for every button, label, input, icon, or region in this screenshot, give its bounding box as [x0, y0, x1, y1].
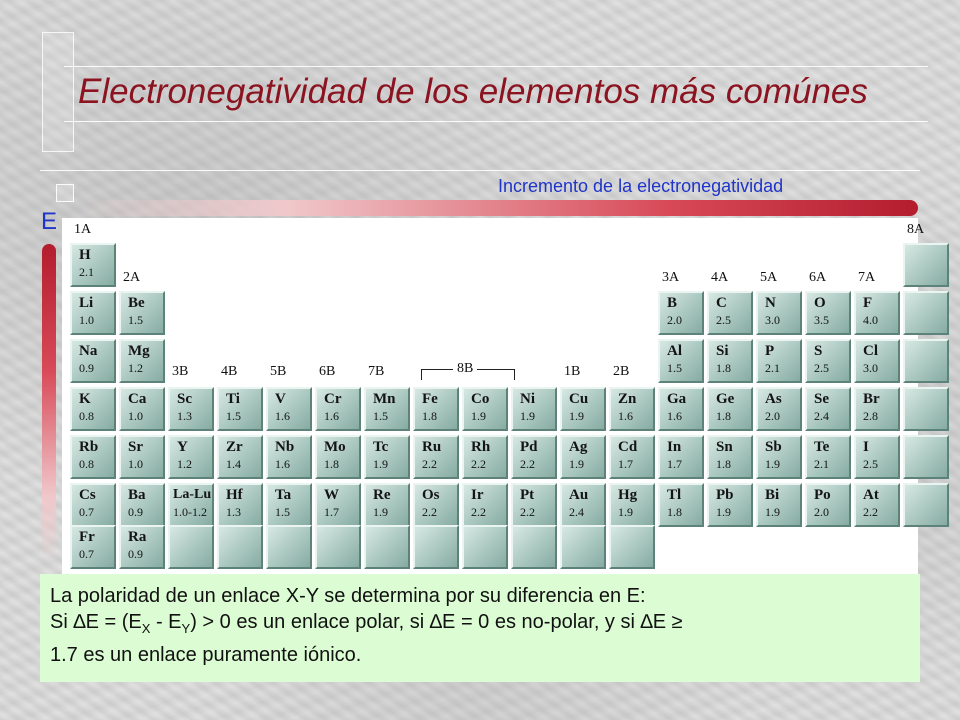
element-electronegativity: 0.9	[79, 361, 94, 375]
element-cell-at	[854, 483, 900, 527]
element-cell-os	[413, 483, 459, 527]
element-symbol: Li	[79, 295, 94, 311]
element-electronegativity: 1.7	[324, 505, 339, 519]
element-cell-ge	[707, 387, 753, 431]
element-symbol: Hg	[618, 487, 638, 503]
element-electronegativity: 1.3	[177, 409, 192, 423]
element-symbol: Zr	[226, 439, 243, 455]
element-electronegativity: 1.9	[373, 457, 388, 471]
element-electronegativity: 1.5	[373, 409, 388, 423]
element-symbol: Rb	[79, 439, 99, 455]
horizontal-gradient-arrow	[76, 200, 918, 216]
element-cell-empty	[511, 525, 557, 569]
delta-symbol: ∆	[429, 611, 443, 633]
element-cell-tl	[658, 483, 704, 527]
element-symbol: K	[79, 391, 91, 407]
element-electronegativity: 3.0	[863, 361, 878, 375]
subscript-x: X	[141, 621, 151, 636]
element-cell-empty	[560, 525, 606, 569]
element-symbol: Pb	[716, 487, 734, 503]
element-cell-hf	[217, 483, 263, 527]
element-cell-empty	[168, 525, 214, 569]
element-cell-o	[805, 291, 851, 335]
element-electronegativity: 1.7	[618, 457, 633, 471]
element-cell-p	[756, 339, 802, 383]
element-cell-bi	[756, 483, 802, 527]
element-cell-te	[805, 435, 851, 479]
element-cell-sc	[168, 387, 214, 431]
element-electronegativity: 1.9	[765, 457, 780, 471]
notes-line-3: 1.7 es un enlace puramente iónico.	[50, 644, 362, 666]
element-cell-se	[805, 387, 851, 431]
element-cell-mg	[119, 339, 165, 383]
element-cell-po	[805, 483, 851, 527]
element-cell-pt	[511, 483, 557, 527]
element-symbol: Fr	[79, 529, 95, 545]
electronegativity-axis-letter: E	[41, 208, 58, 235]
element-symbol: Ra	[128, 529, 147, 545]
element-electronegativity: 2.2	[863, 505, 878, 519]
element-symbol: Cu	[569, 391, 589, 407]
element-symbol: Pt	[520, 487, 535, 503]
element-electronegativity: 2.8	[863, 409, 878, 423]
element-electronegativity: 1.9	[471, 409, 486, 423]
element-electronegativity: 4.0	[863, 313, 878, 327]
element-symbol: Po	[814, 487, 831, 503]
element-symbol: Bi	[765, 487, 780, 503]
element-cell-empty	[903, 291, 949, 335]
element-symbol: V	[275, 391, 286, 407]
element-symbol: Cs	[79, 487, 96, 503]
element-cell-pb	[707, 483, 753, 527]
element-symbol: Cr	[324, 391, 342, 407]
element-electronegativity: 2.2	[422, 505, 437, 519]
element-cell-h	[70, 243, 116, 287]
element-electronegativity: 1.8	[716, 409, 731, 423]
element-cell-fe	[413, 387, 459, 431]
element-electronegativity: 2.0	[814, 505, 829, 519]
element-symbol: Mn	[373, 391, 396, 407]
element-symbol: Sr	[128, 439, 143, 455]
element-symbol: Al	[667, 343, 682, 359]
element-cell-ag	[560, 435, 606, 479]
element-symbol: C	[716, 295, 727, 311]
element-electronegativity: 1.6	[667, 409, 682, 423]
element-symbol: O	[814, 295, 826, 311]
group-label: 1A	[74, 222, 92, 237]
element-electronegativity: 1.9	[520, 409, 535, 423]
element-cell-empty	[217, 525, 263, 569]
element-cell-empty	[903, 243, 949, 287]
element-electronegativity: 0.9	[128, 547, 143, 561]
element-cell-i	[854, 435, 900, 479]
element-cell-ga	[658, 387, 704, 431]
panel-divider	[40, 170, 920, 171]
element-symbol: Te	[814, 439, 830, 455]
element-symbol: Mg	[128, 343, 150, 359]
element-symbol: Cl	[863, 343, 878, 359]
element-electronegativity: 1.0-1.2	[173, 505, 207, 519]
element-cell-empty	[413, 525, 459, 569]
element-electronegativity: 2.4	[569, 505, 584, 519]
element-cell-sn	[707, 435, 753, 479]
element-electronegativity: 1.5	[275, 505, 290, 519]
element-electronegativity: 1.2	[177, 457, 192, 471]
element-electronegativity: 1.5	[128, 313, 143, 327]
element-symbol: I	[863, 439, 869, 455]
element-cell-co	[462, 387, 508, 431]
element-electronegativity: 1.9	[569, 457, 584, 471]
decorative-square	[56, 184, 74, 202]
element-electronegativity: 2.2	[520, 505, 535, 519]
element-electronegativity: 2.2	[471, 505, 486, 519]
element-electronegativity: 2.2	[422, 457, 437, 471]
element-symbol: Os	[422, 487, 440, 503]
element-electronegativity: 2.4	[814, 409, 829, 423]
element-cell-c	[707, 291, 753, 335]
element-symbol: Ga	[667, 391, 687, 407]
element-electronegativity: 1.9	[765, 505, 780, 519]
element-electronegativity: 1.8	[324, 457, 339, 471]
element-cell-be	[119, 291, 165, 335]
element-electronegativity: 2.5	[863, 457, 878, 471]
element-electronegativity: 1.3	[226, 505, 241, 519]
element-electronegativity: 1.4	[226, 457, 241, 471]
group-label: 7A	[858, 270, 876, 285]
element-cell-rb	[70, 435, 116, 479]
element-symbol: Co	[471, 391, 490, 407]
element-electronegativity: 1.9	[569, 409, 584, 423]
element-symbol: S	[814, 343, 823, 359]
element-cell-re	[364, 483, 410, 527]
element-electronegativity: 1.6	[324, 409, 339, 423]
element-cell-empty	[903, 387, 949, 431]
element-cell-la-lu	[168, 483, 214, 527]
element-electronegativity: 2.1	[79, 265, 94, 279]
element-electronegativity: 1.5	[226, 409, 241, 423]
element-symbol: Be	[128, 295, 145, 311]
element-symbol: F	[863, 295, 873, 311]
element-cell-k	[70, 387, 116, 431]
element-cell-mo	[315, 435, 361, 479]
element-cell-mn	[364, 387, 410, 431]
element-cell-w	[315, 483, 361, 527]
element-symbol: Nb	[275, 439, 295, 455]
element-cell-empty	[364, 525, 410, 569]
element-symbol: Na	[79, 343, 98, 359]
element-cell-au	[560, 483, 606, 527]
element-symbol: Hf	[226, 487, 243, 503]
element-symbol: H	[79, 247, 91, 263]
element-electronegativity: 0.7	[79, 505, 94, 519]
element-symbol: Rh	[471, 439, 491, 455]
group-label: 2B	[613, 364, 630, 379]
element-symbol: Zn	[618, 391, 637, 407]
element-cell-empty	[609, 525, 655, 569]
element-cell-al	[658, 339, 704, 383]
element-electronegativity: 1.8	[422, 409, 437, 423]
element-electronegativity: 1.9	[373, 505, 388, 519]
element-electronegativity: 0.7	[79, 547, 94, 561]
element-cell-si	[707, 339, 753, 383]
element-electronegativity: 1.0	[128, 457, 143, 471]
element-cell-cu	[560, 387, 606, 431]
element-electronegativity: 0.9	[128, 505, 143, 519]
element-cell-nb	[266, 435, 312, 479]
element-electronegativity: 2.2	[520, 457, 535, 471]
element-cell-empty	[903, 483, 949, 527]
element-cell-b	[658, 291, 704, 335]
element-electronegativity: 1.9	[618, 505, 633, 519]
element-symbol: Ca	[128, 391, 147, 407]
element-cell-zn	[609, 387, 655, 431]
element-symbol: Re	[373, 487, 391, 503]
group-label: 2A	[123, 270, 141, 285]
element-symbol: Sn	[716, 439, 733, 455]
group-label: 3B	[172, 364, 189, 379]
element-symbol: Si	[716, 343, 729, 359]
element-cell-cr	[315, 387, 361, 431]
notes-box	[40, 574, 920, 682]
element-cell-ru	[413, 435, 459, 479]
element-cell-empty	[462, 525, 508, 569]
element-symbol: Ge	[716, 391, 735, 407]
element-cell-sb	[756, 435, 802, 479]
element-electronegativity: 1.6	[275, 457, 290, 471]
notes-line-1: La polaridad de un enlace X-Y se determina por su diferencia en E:	[50, 585, 646, 607]
element-cell-cl	[854, 339, 900, 383]
element-electronegativity: 2.1	[765, 361, 780, 375]
element-cell-ra	[119, 525, 165, 569]
group-label: 8A	[907, 222, 925, 237]
group-label: 5A	[760, 270, 778, 285]
element-electronegativity: 2.0	[765, 409, 780, 423]
element-symbol: As	[765, 391, 782, 407]
element-electronegativity: 1.6	[275, 409, 290, 423]
element-cell-in	[658, 435, 704, 479]
vertical-gradient-arrow	[42, 244, 56, 560]
element-electronegativity: 2.2	[471, 457, 486, 471]
element-cell-empty	[903, 435, 949, 479]
element-symbol: Ir	[471, 487, 484, 503]
element-symbol: In	[667, 439, 682, 455]
geq-symbol: ≥	[671, 611, 683, 633]
group-8b-label: 8B	[453, 361, 477, 377]
element-electronegativity: 1.2	[128, 361, 143, 375]
element-cell-as	[756, 387, 802, 431]
element-symbol: Ta	[275, 487, 292, 503]
element-symbol: Y	[177, 439, 188, 455]
element-electronegativity: 1.0	[128, 409, 143, 423]
group-label: 1B	[564, 364, 581, 379]
element-cell-f	[854, 291, 900, 335]
element-symbol: Pd	[520, 439, 538, 455]
element-symbol: Ni	[520, 391, 535, 407]
element-cell-ni	[511, 387, 557, 431]
element-cell-rh	[462, 435, 508, 479]
element-cell-y	[168, 435, 214, 479]
element-electronegativity: 1.9	[716, 505, 731, 519]
group-label: 6B	[319, 364, 336, 379]
element-electronegativity: 2.5	[716, 313, 731, 327]
subscript-y: Y	[181, 621, 191, 636]
element-symbol: Fe	[422, 391, 438, 407]
element-cell-ba	[119, 483, 165, 527]
element-cell-hg	[609, 483, 655, 527]
element-symbol: Tc	[373, 439, 389, 455]
element-cell-zr	[217, 435, 263, 479]
element-cell-v	[266, 387, 312, 431]
delta-symbol: ∆	[73, 611, 86, 633]
group-label: 3A	[662, 270, 680, 285]
element-cell-pd	[511, 435, 557, 479]
element-cell-empty	[315, 525, 361, 569]
element-electronegativity: 2.5	[814, 361, 829, 375]
element-symbol: Br	[863, 391, 880, 407]
delta-symbol: ∆	[640, 611, 653, 633]
element-cell-n	[756, 291, 802, 335]
element-symbol: Sb	[765, 439, 782, 455]
element-symbol: Ag	[569, 439, 588, 455]
element-cell-empty	[903, 339, 949, 383]
group-label: 6A	[809, 270, 827, 285]
element-cell-na	[70, 339, 116, 383]
element-cell-ca	[119, 387, 165, 431]
element-cell-ir	[462, 483, 508, 527]
element-cell-ta	[266, 483, 312, 527]
element-symbol: N	[765, 295, 776, 311]
element-cell-s	[805, 339, 851, 383]
element-cell-tc	[364, 435, 410, 479]
element-cell-cd	[609, 435, 655, 479]
element-electronegativity: 0.8	[79, 409, 94, 423]
element-electronegativity: 1.7	[667, 457, 682, 471]
element-electronegativity: 1.0	[79, 313, 94, 327]
element-cell-sr	[119, 435, 165, 479]
element-electronegativity: 1.8	[716, 457, 731, 471]
group-label: 7B	[368, 364, 385, 379]
element-symbol: Ti	[226, 391, 240, 407]
element-electronegativity: 1.8	[667, 505, 682, 519]
element-cell-cs	[70, 483, 116, 527]
element-electronegativity: 1.6	[618, 409, 633, 423]
element-electronegativity: 0.8	[79, 457, 94, 471]
element-cell-empty	[266, 525, 312, 569]
slide-title: Electronegatividad de los elementos más comúnes	[78, 72, 868, 111]
element-symbol: Ru	[422, 439, 442, 455]
element-symbol: Ba	[128, 487, 146, 503]
element-electronegativity: 1.5	[667, 361, 682, 375]
element-electronegativity: 1.8	[716, 361, 731, 375]
notes-line-2: Si $\Delta E = (E_X - E_Y) > 0$ es un enlace polar, si ∆E = 0 es no-polar, y si ∆E ≥	[50, 611, 683, 636]
element-electronegativity: 3.5	[814, 313, 829, 327]
group-label: 4B	[221, 364, 238, 379]
element-cell-fr	[70, 525, 116, 569]
group-label: 4A	[711, 270, 729, 285]
element-symbol: Mo	[324, 439, 346, 455]
element-symbol: Cd	[618, 439, 638, 455]
element-symbol: At	[863, 487, 879, 503]
element-symbol: Tl	[667, 487, 682, 503]
group-label: 5B	[270, 364, 287, 379]
element-symbol: Sc	[177, 391, 192, 407]
element-electronegativity: 2.0	[667, 313, 682, 327]
element-symbol: Au	[569, 487, 589, 503]
element-symbol: Se	[814, 391, 829, 407]
element-cell-ti	[217, 387, 263, 431]
element-symbol: La-Lu	[173, 487, 212, 502]
element-cell-li	[70, 291, 116, 335]
element-symbol: B	[667, 295, 678, 311]
element-electronegativity: 3.0	[765, 313, 780, 327]
element-electronegativity: 2.1	[814, 457, 829, 471]
element-symbol: P	[765, 343, 775, 359]
element-cell-br	[854, 387, 900, 431]
element-symbol: W	[324, 487, 339, 503]
increase-label: Incremento de la electronegatividad	[498, 176, 784, 196]
